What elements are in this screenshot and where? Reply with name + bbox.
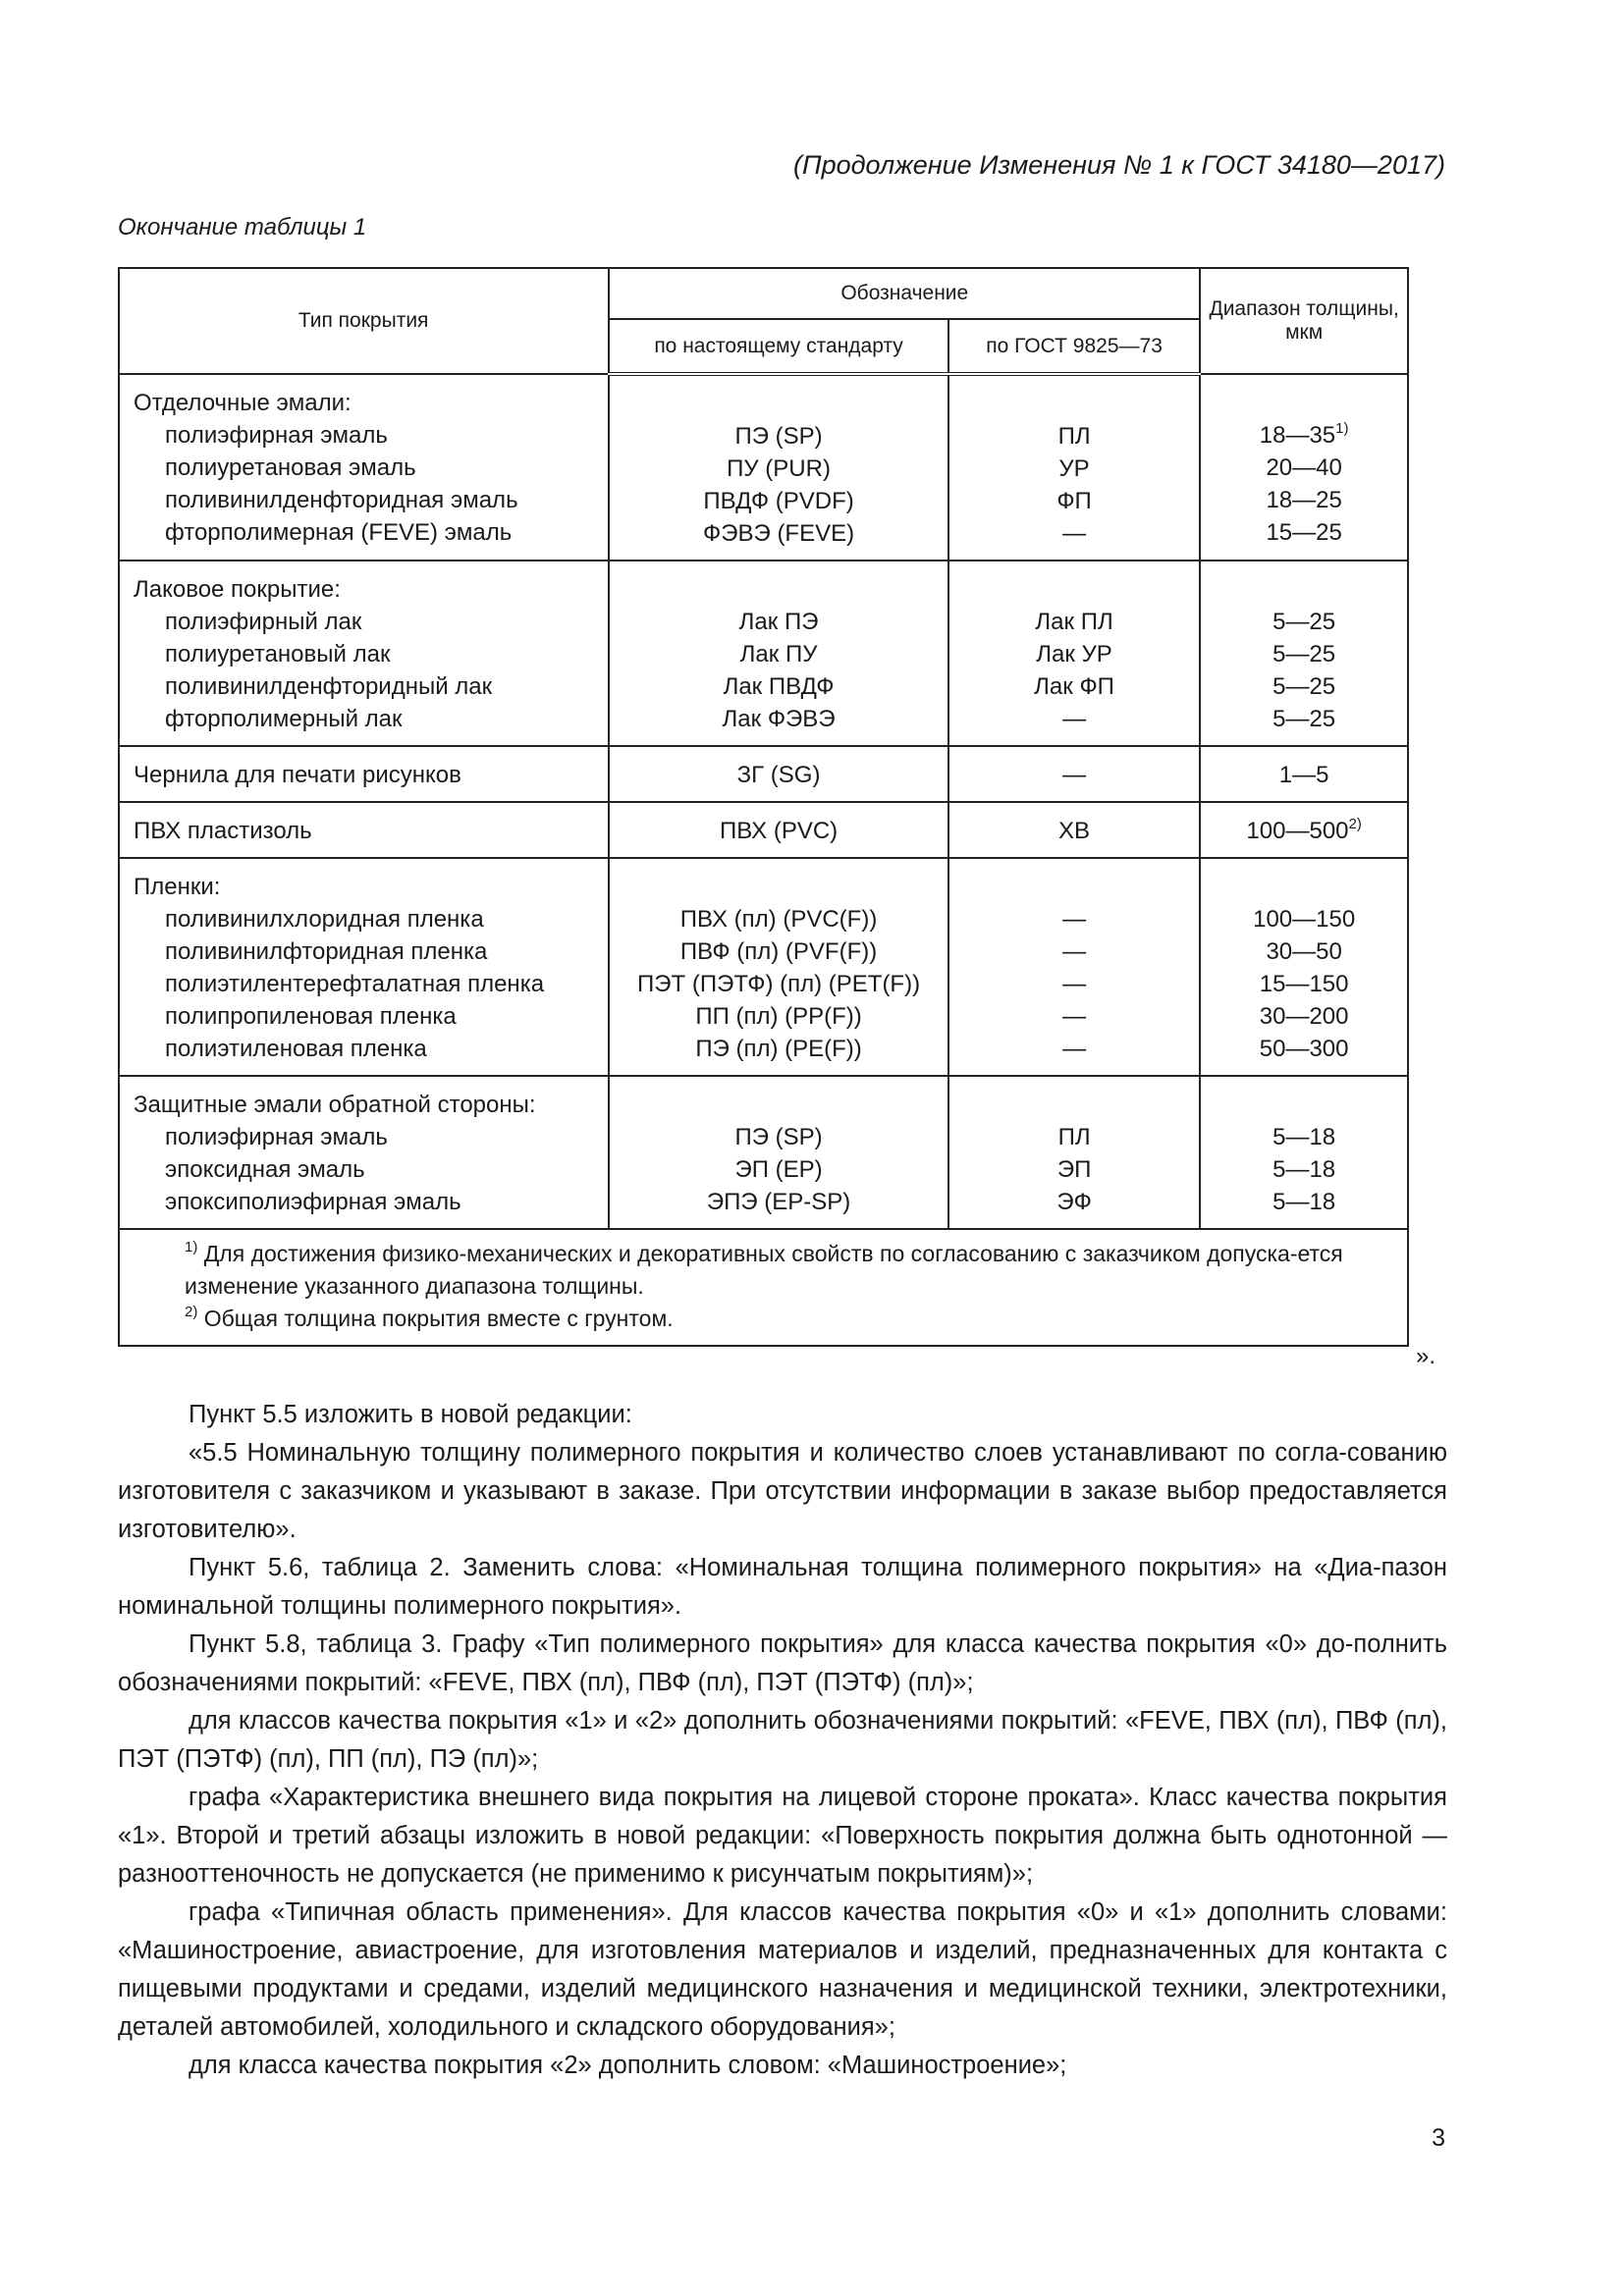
designation-standard: ПВДФ (PVDF) xyxy=(703,488,854,514)
cell-range xyxy=(1200,1076,1408,1229)
cell-type xyxy=(119,1076,609,1229)
body-paragraph: графа «Характеристика внешнего вида покрытия на лицевой стороне проката». Класс качества покрытия «1». Второй и третий абзацы изложить в новой редакции: «Поверхность покрытия должна быть однотонной — разнооттеночность не допускается (не применимо к рисунчатым покрытиям)»; xyxy=(118,1784,1447,1888)
thickness-range: 18—25 xyxy=(1266,487,1342,513)
thickness-range: 30—50 xyxy=(1266,938,1342,965)
thickness-range: 5—25 xyxy=(1272,673,1336,700)
designation-gost: ПЛ xyxy=(1057,1124,1091,1150)
table-group xyxy=(119,374,1408,561)
designation-standard: ПЭ (пл) (PE(F)) xyxy=(695,1036,862,1062)
designation-standard: Лак ПЭ xyxy=(738,609,819,635)
thickness-range: 1—5 xyxy=(1278,762,1329,788)
body-paragraph: для классов качества покрытия «1» и «2» дополнить обозначениями покрытий: «FEVE, ПВХ (пл), ПВФ (пл), ПЭТ (ПЭТФ) (пл), ПП (пл), ПЭ (пл)»; xyxy=(118,1707,1447,1773)
coating-name: фторполимерный лак xyxy=(165,706,403,732)
document-header: (Продолжение Изменения № 1 к ГОСТ 34180—2017) xyxy=(793,150,1445,180)
note2-mark: 2) xyxy=(185,1304,198,1320)
group-title: Защитные эмали обратной стороны: xyxy=(134,1092,536,1118)
header-range: Диапазон толщины, мкм xyxy=(1200,268,1408,374)
cell-gost xyxy=(948,746,1200,802)
cell-range xyxy=(1200,802,1408,858)
cell-this-standard xyxy=(609,802,948,858)
designation-standard: ПВФ (пл) (PVF(F)) xyxy=(679,938,878,965)
thickness-range: 5—25 xyxy=(1272,641,1336,667)
designation-standard: Лак ПВДФ xyxy=(723,673,835,700)
coating-name: полипропиленовая пленка xyxy=(165,1003,457,1030)
thickness-range: 18—35 xyxy=(1259,422,1336,449)
coating-name: полиэфирная эмаль xyxy=(165,422,388,449)
coating-name: поливинилфторидная пленка xyxy=(165,938,488,965)
cell-type xyxy=(119,746,609,802)
header-gost: по ГОСТ 9825—73 xyxy=(948,319,1200,374)
designation-standard: ЗГ (SG) xyxy=(736,762,821,788)
coating-name: полиэтилентерефталатная пленка xyxy=(165,971,545,997)
cell-type xyxy=(119,374,609,561)
table-group xyxy=(119,746,1408,802)
coating-name: полиуретановая эмаль xyxy=(165,454,416,481)
coating-name: полиэтиленовая пленка xyxy=(165,1036,427,1062)
designation-standard: Лак ПУ xyxy=(739,641,818,667)
cell-this-standard xyxy=(609,746,948,802)
table-group xyxy=(119,561,1408,746)
coating-name: поливинилденфторидная эмаль xyxy=(165,487,518,513)
cell-type xyxy=(119,561,609,746)
thickness-range: 50—300 xyxy=(1259,1036,1349,1062)
body-paragraph: для класса качества покрытия «2» дополнить словом: «Машиностроение»; xyxy=(189,2052,1067,2079)
designation-gost: ХВ xyxy=(1058,818,1091,844)
thickness-range: 100—150 xyxy=(1253,906,1356,933)
footnote-mark: 1) xyxy=(1335,420,1349,437)
page-number: 3 xyxy=(1432,2124,1445,2152)
designation-standard: ЭПЭ (EP-SP) xyxy=(706,1189,851,1215)
thickness-range: 5—18 xyxy=(1272,1156,1336,1183)
thickness-range: 20—40 xyxy=(1266,454,1342,481)
designation-standard: ПЭ (SP) xyxy=(734,423,823,450)
designation-gost: — xyxy=(1062,938,1087,965)
coating-name: полиэфирный лак xyxy=(165,609,362,635)
designation-standard: ПП (пл) (PP(F)) xyxy=(695,1003,862,1030)
designation-gost: — xyxy=(1062,906,1087,933)
closing-quote: ». xyxy=(1416,1343,1436,1369)
thickness-range: 5—25 xyxy=(1272,609,1336,635)
cell-range xyxy=(1200,858,1408,1076)
table-caption: Окончание таблицы 1 xyxy=(118,214,367,240)
coating-name: поливинилхлоридная пленка xyxy=(165,906,484,933)
designation-standard: Лак ФЭВЭ xyxy=(722,706,836,732)
coating-name: ПВХ пластизоль xyxy=(134,818,312,844)
designation-standard: ФЭВЭ (FEVE) xyxy=(703,520,855,547)
header-designation: Обозначение xyxy=(609,268,1200,319)
designation-standard: ПВХ (пл) (PVC(F)) xyxy=(679,906,878,933)
cell-this-standard xyxy=(609,374,948,561)
designation-standard: ПВХ (PVC) xyxy=(719,818,839,844)
thickness-range: 15—150 xyxy=(1259,971,1349,997)
thickness-range: 15—25 xyxy=(1266,519,1342,546)
table-body xyxy=(119,374,1408,1229)
cell-gost xyxy=(948,561,1200,746)
cell-type xyxy=(119,858,609,1076)
thickness-range: 5—18 xyxy=(1272,1124,1336,1150)
table-group xyxy=(119,858,1408,1076)
coating-name: Чернила для печати рисунков xyxy=(134,762,461,788)
body-paragraph: Пункт 5.8, таблица 3. Графу «Тип полимерного покрытия» для класса качества покрытия «0» до-полнить обозначениями покрытий: «FEVE, ПВХ (пл), ПВФ (пл), ПЭТ (ПЭТФ) (пл)»; xyxy=(118,1630,1447,1696)
footnote-mark: 2) xyxy=(1348,816,1362,832)
body-paragraph: графа «Типичная область применения». Для классов качества покрытия «0» и «1» дополнить словами: «Машиностроение, авиастроение, для изготовления материалов и изделий, предназначенных для контакта с пищевыми продуктами и средами, изделий медицинского назначения и медицинской техники, электротехники, деталей автомобилей, холодильного и складского оборудования»; xyxy=(118,1898,1447,2041)
cell-range xyxy=(1200,746,1408,802)
thickness-range: 30—200 xyxy=(1259,1003,1349,1030)
designation-gost: Лак ФП xyxy=(1034,673,1114,700)
designation-gost: ЭФ xyxy=(1056,1189,1092,1215)
designation-standard: ЭП (EP) xyxy=(734,1156,823,1183)
group-title: Лаковое покрытие: xyxy=(134,576,341,603)
cell-gost xyxy=(948,374,1200,561)
designation-gost: ПЛ xyxy=(1057,423,1091,450)
cell-this-standard xyxy=(609,1076,948,1229)
coating-name: поливинилденфторидный лак xyxy=(165,673,493,700)
group-title: Пленки: xyxy=(134,874,221,900)
table-group xyxy=(119,1076,1408,1229)
body-paragraph: Пункт 5.5 изложить в новой редакции: xyxy=(189,1401,632,1428)
cell-gost xyxy=(948,802,1200,858)
coating-name: полиэфирная эмаль xyxy=(165,1124,388,1150)
table-notes xyxy=(119,1229,1408,1346)
body-paragraph: «5.5 Номинальную толщину полимерного покрытия и количество слоев устанавливают по согла-сованию изготовителя с заказчиком и указывают в заказе. При отсутствии информации в заказе выбор предоставляется изготовителю». xyxy=(118,1439,1447,1543)
designation-standard: ПУ (PUR) xyxy=(727,455,831,482)
designation-gost: — xyxy=(1062,762,1087,788)
designation-gost: Лак УР xyxy=(1036,641,1112,667)
designation-standard: ПЭ (SP) xyxy=(734,1124,823,1150)
coating-table xyxy=(118,267,1409,1347)
designation-standard: ПЭТ (ПЭТФ) (пл) (PET(F)) xyxy=(637,971,921,997)
coating-name: эпоксидная эмаль xyxy=(165,1156,365,1183)
designation-gost: УР xyxy=(1058,455,1090,482)
designation-gost: Лак ПЛ xyxy=(1035,609,1113,635)
designation-gost: ЭП xyxy=(1056,1156,1092,1183)
cell-range xyxy=(1200,561,1408,746)
header-type: Тип покрытия xyxy=(119,268,609,374)
table-group xyxy=(119,802,1408,858)
body-text xyxy=(118,1396,1447,2085)
designation-gost: — xyxy=(1062,971,1087,997)
cell-range xyxy=(1200,374,1408,561)
cell-this-standard xyxy=(609,858,948,1076)
coating-name: фторполимерная (FEVE) эмаль xyxy=(165,519,513,546)
note1-mark: 1) xyxy=(185,1239,198,1255)
header-this-standard: по настоящему стандарту xyxy=(609,319,948,374)
designation-gost: — xyxy=(1062,706,1087,732)
thickness-range: 5—18 xyxy=(1272,1189,1336,1215)
designation-gost: — xyxy=(1062,520,1087,547)
cell-gost xyxy=(948,1076,1200,1229)
group-title: Отделочные эмали: xyxy=(134,390,352,416)
coating-name: эпоксиполиэфирная эмаль xyxy=(165,1189,461,1215)
cell-gost xyxy=(948,858,1200,1076)
designation-gost: — xyxy=(1062,1036,1087,1062)
coating-name: полиуретановый лак xyxy=(165,641,391,667)
cell-this-standard xyxy=(609,561,948,746)
note2-text: Общая толщина покрытия вместе с грунтом. xyxy=(203,1306,674,1331)
body-paragraph: Пункт 5.6, таблица 2. Заменить слова: «Номинальная толщина полимерного покрытия» на «Диа-пазон номинальной толщины полимерного покрытия». xyxy=(118,1554,1447,1620)
note1-text: Для достижения физико-механических и декоративных свойств по согласованию с заказчиком допуска-ется изменение указанного диапазона толщины. xyxy=(185,1241,1343,1299)
cell-type xyxy=(119,802,609,858)
thickness-range: 5—25 xyxy=(1272,706,1336,732)
designation-gost: ФП xyxy=(1056,488,1092,514)
thickness-range: 100—500 xyxy=(1246,818,1349,844)
designation-gost: — xyxy=(1062,1003,1087,1030)
